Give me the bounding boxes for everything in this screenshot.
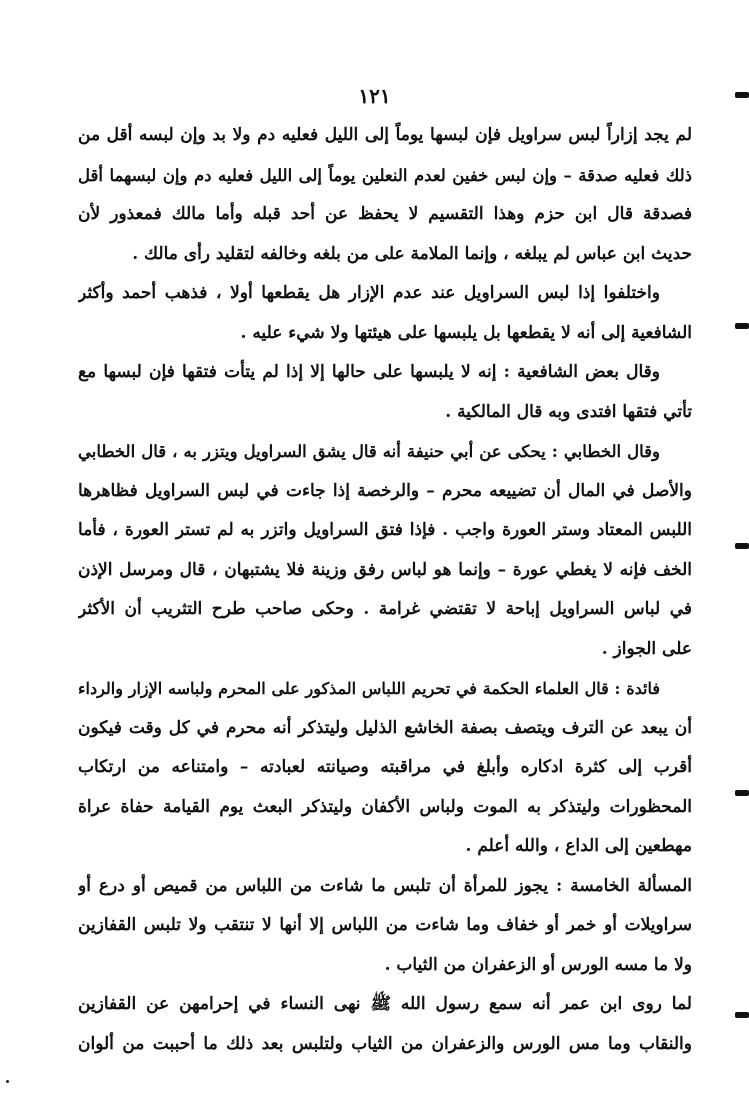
text-line: سراويلات أو خمر أو خفاف وما شاءت من اللباس إلا أنها لا تنتقب ولا تلبس القفازين bbox=[78, 915, 692, 935]
text-line: لما روى ابن عمر أنه سمع رسول الله ﷺ نهى النساء في إحرامهن عن القفازين bbox=[78, 994, 692, 1014]
text-line: أن يبعد عن الترف ويتصف بصفة الخاشع الذليل وليتذكر أنه محرم في كل وقت فيكون bbox=[78, 717, 692, 738]
margin-mark bbox=[735, 1012, 749, 1018]
margin-mark bbox=[735, 543, 749, 549]
page-number: ١٢١ bbox=[358, 84, 391, 108]
text-line: لم يجد إزاراً لبس سراويل فإن لبسها يوماً إلى الليل فعليه دم ولا بد وإن لبسه أقل من bbox=[78, 125, 692, 145]
text-line: فصدقة قال ابن حزم وهذا التقسيم لا يحفظ عن أحد قبله وأما مالك فمعذور لأن bbox=[78, 204, 692, 224]
text-line: اللبس المعتاد وستر العورة واجب . فإذا فتق السراويل واتزر به لم تستر العورة ، فأما bbox=[78, 520, 692, 540]
text-line: مهطعين إلى الداع ، والله أعلم . bbox=[465, 836, 692, 856]
text-line: ولا ما مسه الورس أو الزعفران من الثياب . bbox=[384, 954, 692, 975]
margin-mark bbox=[735, 92, 749, 98]
scan-speck bbox=[6, 1080, 9, 1083]
text-line: والأصل في المال أن تضييعه محرم – والرخصة إذا جاءت في لبس السراويل فظاهرها bbox=[78, 480, 692, 501]
body-text bbox=[78, 116, 692, 1064]
text-line: المحظورات وليتذكر به الموت ولباس الأكفان وليتذكر البعث يوم القيامة حفاة عراة bbox=[78, 796, 692, 817]
margin-mark bbox=[735, 323, 749, 329]
text-line: على الجواز . bbox=[601, 638, 692, 659]
margin-mark bbox=[735, 790, 749, 796]
text-line: واختلفوا إذا لبس السراويل عند عدم الإزار هل يقطعها أولا ، فذهب أحمد وأكثر bbox=[78, 283, 660, 303]
text-line: فائدة : قال العلماء الحكمة في تحريم اللباس المذكور على المحرم ولباسه الإزار والرداء bbox=[78, 679, 660, 698]
text-line: تأتي فتقها افتدى وبه قال المالكية . bbox=[445, 401, 692, 422]
text-line: وقال الخطابي : يحكى عن أبي حنيفة أنه قال يشق السراويل ويتزر به ، قال الخطابي bbox=[78, 442, 660, 461]
text-line: الخف فإنه لا يغطي عورة – وإنما هو لباس رفق وزينة فلا يشتبهان ، قال ومرسل الإذن bbox=[78, 559, 692, 580]
text-line: والنقاب وما مس الورس والزعفران من الثياب ولتلبس بعد ذلك ما أحببت من ألوان bbox=[78, 1033, 692, 1054]
text-line: الشافعية إلى أنه لا يقطعها بل يلبسها على هيئتها ولا شيء عليه . bbox=[240, 322, 692, 343]
text-line: حديث ابن عباس لم يبلغه ، وإنما الملامة على من بلغه وخالفه لتقليد رأى مالك . bbox=[132, 243, 692, 264]
text-line: في لباس السراويل إباحة لا تقتضي غرامة . وحكى صاحب طرح التثريب أن الأكثر bbox=[78, 599, 692, 619]
text-line: المسألة الخامسة : يجوز للمرأة أن تلبس ما شاءت من اللباس من قميص أو درع أو bbox=[78, 875, 692, 896]
text-line: وقال بعض الشافعية : إنه لا يلبسها على حالها إلا إذا لم يتأت فتقها فإن لبسها مع bbox=[78, 362, 660, 382]
text-line: ذلك فعليه صدقة – وإن لبس خفين لعدم النعلين يوماً إلى الليل فعليه دم وإن لبسهما أقل bbox=[78, 165, 692, 185]
text-line: أقرب إلى كثرة ادكاره وأبلغ في مراقبته وصيانته لعبادته – وامتناعه من ارتكاب bbox=[78, 757, 692, 777]
